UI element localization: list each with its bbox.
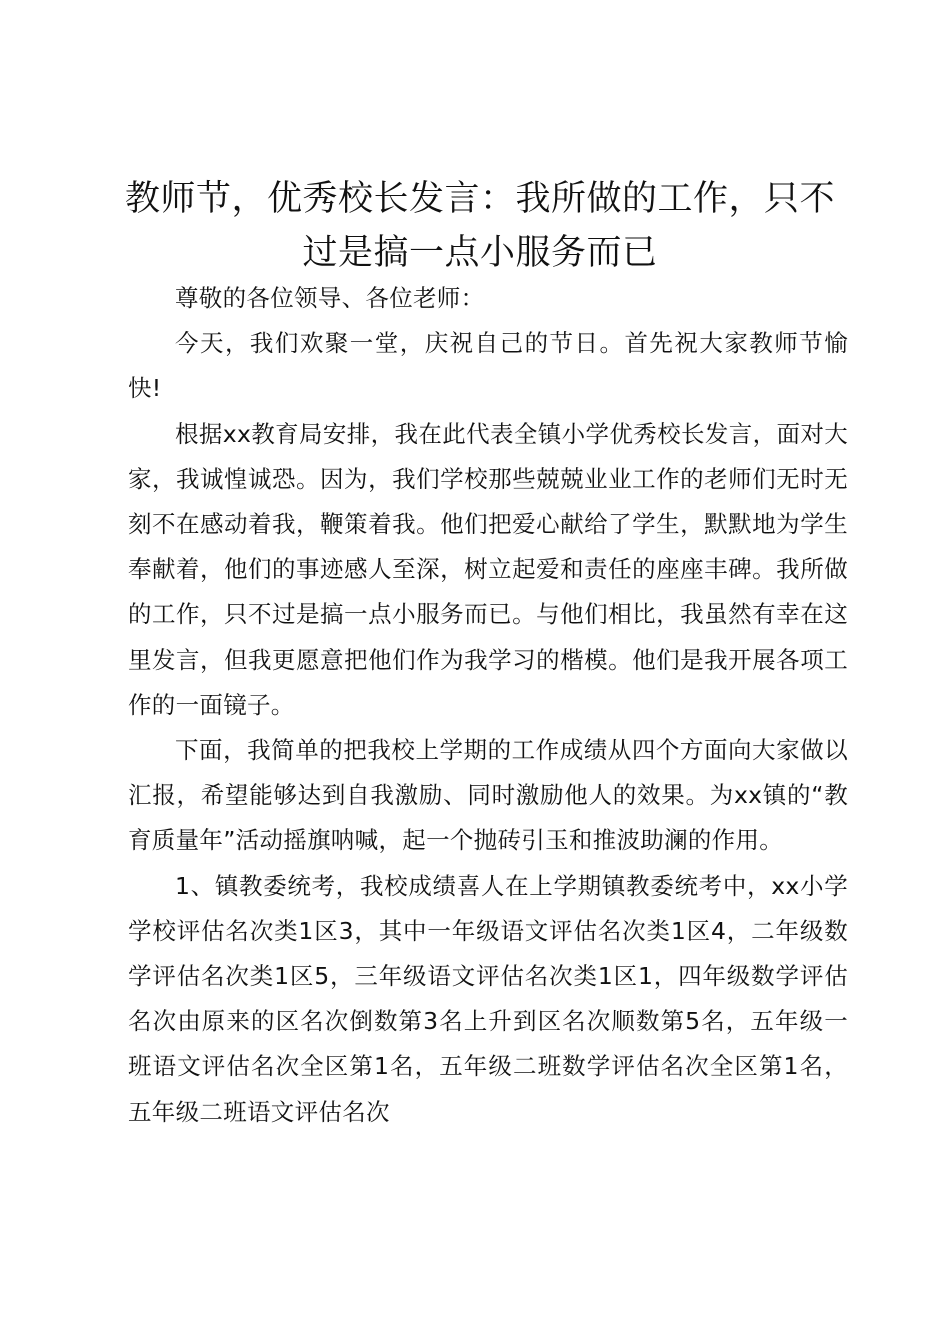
document-body (128, 276, 848, 1135)
exam-results-paragraph: 1、镇教委统考，我校成绩喜人在上学期镇教委统考中，xx小学学校评估名次类1区3，其中一年级语文评估名次类1区4，二年级数学评估名次类1区5，三年级语文评估名次类1区1，四年级数学评估名次由原来的区名次倒数第3名上升到区名次顺数第5名，五年级一班语文评估名次全区第1名，五年级二班数学评估名次全区第1名，五年级二班语文评估名次 (128, 871, 848, 1126)
greeting-paragraph: 今天，我们欢聚一堂，庆祝自己的节日。首先祝大家教师节愉快! (128, 329, 848, 403)
report-intro-paragraph: 下面，我简单的把我校上学期的工作成绩从四个方面向大家做以汇报，希望能够达到自我激励、同时激励他人的效果。为xx镇的“教育质量年”活动摇旗呐喊，起一个抛砖引玉和推波助澜的作用。 (128, 736, 848, 855)
intro-paragraph: 根据xx教育局安排，我在此代表全镇小学优秀校长发言，面对大家，我诚惶诚恐。因为，我们学校那些兢兢业业工作的老师们无时无刻不在感动着我，鞭策着我。他们把爱心献给了学生，默默地为学生奉献着，他们的事迹感人至深，树立起爱和责任的座座丰碑。我所做的工作，只不过是搞一点小服务而已。与他们相比，我虽然有幸在这里发言，但我更愿意把他们作为我学习的楷模。他们是我开展各项工作的一面镜子。 (128, 419, 848, 719)
document-title: 教师节，优秀校长发言：我所做的工作，只不过是搞一点小服务而已 (124, 179, 835, 273)
salutation-paragraph: 尊敬的各位领导、各位老师： (175, 284, 485, 312)
